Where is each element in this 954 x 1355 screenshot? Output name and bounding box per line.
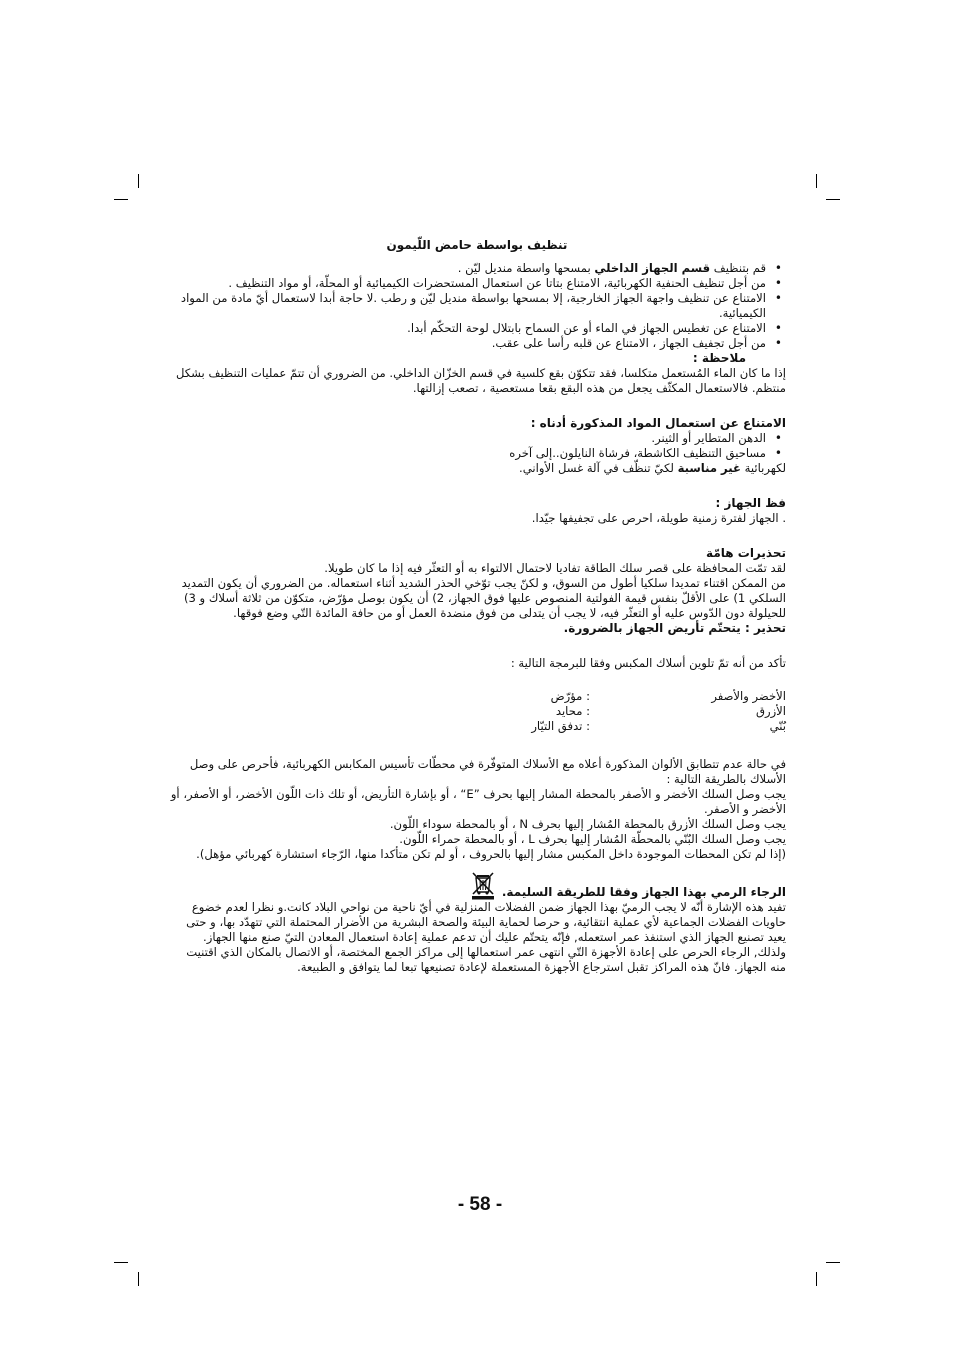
cleaning-list	[168, 261, 786, 351]
warning-paragraph: من الممكن اقتناء تمديدا سلكيا أطول من السوق، و لكنّ يجب توّخي الحذر الشديد أثناء استعماله. من الضروري أن يكون التمديد السلكي 1) على الأقلّ بنفس قيمة الفولتية المنصوص عليها فوق الجهاز، 2) أن يكون بوصل مؤرّض، متكوّن من ثلاثة أسلاك و 3) للحيلولة دون الدّوس عليه أو التعثّر فيه، لا يجب أن يتدلى من فوق منضدة العمل أو من حافة المائدة التّي وضع فوقها.	[181, 576, 786, 620]
crop-mark	[826, 199, 840, 200]
list-item: • الدهن المتطاير أو الثينر.	[168, 431, 786, 446]
section-title-cleaning: تنظيف بواسطة حامض اللّيمون	[386, 238, 568, 252]
list-item: • الامتناع عن تنظيف واجهة الجهاز الخارجية، إلا بمسحها بواسطة منديل ليّن و رطب .لا حاجة أبدا لاستعمال أيّ مادة من المواد الكيميائية.	[168, 291, 786, 321]
note-title: ملاحظة :	[692, 351, 746, 365]
list-item: • مساحيق التنظيف الكاشطة، فرشاة النايلون..إلى آخره	[168, 446, 786, 461]
crop-mark	[826, 1262, 840, 1263]
wiring-paragraph: يجب وصل السلك الأخضر و الأصفر بالمحطة المشار إليها بحرف ”E“ ، أو بإشارة التأريض، أو تلك ذات اللّون الأخضر، أو الأصفر، أو الأخضر و الأصفر.	[170, 787, 786, 816]
crop-mark	[114, 199, 128, 200]
disposal-heading-row	[168, 870, 786, 900]
crop-mark	[816, 174, 817, 188]
disposal-text: تفيد هذه الإشارة أنّه لا يجب الرميّ بهذا الجهاز ضمن الفضلات المنزلية في أيّ ناحية من نواحي البلاد كانت.و نظرا لعدم خضوع حاويات الفضلات الجماعية لأي عملية انتقائية، و حرصا لحماية البيئة والصحة البشرية من الأضرار المحتملة التي تتهدّد بها، و حتى يعيد تصنيع الجهاز الذي استنفذ عمر استعمله, فإنّه يتحتّم عليك أن تدعم عملية إعادة استعمال المعادن التيّ صنع منها الجهاز. ولذلك, الرجاء الحرص على إعادة الأجهزة التّي انتهى عمر استعمالها إلى مراكز الجمع المختصة، أو الاتصال بالمكان الذي اقتنيت منه الجهاز. فانّ هذه المراكز تقبل استرجاع الأجهزة المستعملة لإعادة تصنيعها تبعا لما يتوافق و الطبيعة.	[186, 900, 786, 974]
table-row	[168, 719, 786, 734]
wiring-paragraph: يجب وصل السلك البُنّي بالمحطّة المُشار إليها بحرف L ، أو بالمحطة حمراء اللّون.	[399, 832, 786, 846]
dishwasher-line: لكهربائية غير مناسبة لكيّ تنظّف في آلة غسل الأواني.	[519, 461, 786, 475]
list-item: • من أجل تجفيف الجهاز ، الامتناع عن قلبه رأسا على عقب.	[168, 336, 786, 351]
note-text: إذا ما كان الماء المُستعمل متكلسا، فقد تتكوّن بقع كلسية في قسم الخزّان الداخلي. من الضروري أن تتمّ عمليات التنظيف بشكل منتظم. فالاستعمال المكثّف يجعل من هذه البقع بقعا مستعصية ، تصعب إزالتها.	[176, 366, 786, 395]
section-title-warnings: تحذيرات هامّة	[706, 546, 786, 560]
crop-mark	[816, 1272, 817, 1286]
list-item: • قم بتنظيف قسم الجهاز الداخلي بمسحها واسطة منديل ليّن .	[168, 261, 786, 276]
wiring-paragraph: (إذا لم تكن المحطات الموجودة داخل المكبس مشار إليها بالحروف ، أو لم تكن متأكدا منها، الرّجاء استشارة كهربائي مؤهل).	[196, 847, 786, 861]
crop-mark	[138, 174, 139, 188]
wire-color-table	[168, 689, 786, 749]
grounding-warning: تحذير : يتحتّم تأريض الجهاز بالضرورة.	[563, 621, 786, 635]
avoid-list	[168, 431, 786, 461]
wiring-paragraph: في حالة عدم تتطابق الألوان المذكورة أعلاه مع الأسلاك المتوفّرة في محطّات تأسيس المكابس الكهربائية، فأحرص على وصل الأسلاك بالطريقة التالية :	[189, 757, 786, 786]
section-title-avoid: الامتناع عن استعمال المواد المذكورة أدناه :	[530, 416, 786, 430]
list-item: • الامتناع عن تغطيس الجهاز في الماء أو عن السماح بابتلال لوحة التحكّم أبدا.	[168, 321, 786, 336]
wire-color: الأزرق	[755, 704, 786, 718]
wiring-intro: تأكد من أنه تمّ تلوين أسلاك المكبس وفقا للبرمجة التالية :	[510, 656, 786, 670]
wire-function: : محايد	[555, 704, 590, 718]
crop-mark	[138, 1272, 139, 1286]
list-item: • من أجل تنظيف الحنفية الكهربائية، الامتناع بتاتا عن استعمال المستحضرات الكيميائية أو المحلّة، أو مواد التنظيف .	[168, 276, 786, 291]
wire-color: الأخضر والأصفر	[711, 689, 786, 703]
wire-color: بُنّي	[769, 719, 786, 733]
table-row	[168, 704, 786, 719]
manual-page	[168, 238, 786, 975]
crossed-out-bin-icon	[470, 870, 496, 900]
wire-function: : مؤرّض	[550, 689, 590, 703]
storage-text: . الجهاز لفترة زمنية طويلة، احرص على تجفيفها جيّدا.	[531, 511, 786, 525]
section-title-storage: فظ الجهاز :	[715, 496, 786, 510]
crop-mark	[114, 1262, 128, 1263]
wiring-paragraph: يجب وصل السلك الأزرق بالمحطة المُشار إليها بحرف N ، أو بالمحطة سوداء اللّون.	[389, 817, 786, 831]
page-number: - 58 -	[457, 1194, 503, 1215]
wire-function: : تدفق التيّار	[531, 719, 590, 733]
disposal-title: الرجاء الرمي بهذا الجهاز وفقا للطريقة السليمة.	[501, 885, 786, 899]
warning-paragraph: لقد تمّت المحافظة على قصر سلك الطاقة تفاديا لاحتمال الالتواء به أو التعثّر فيه إذا ما كان طويلا.	[324, 561, 786, 575]
table-row	[168, 689, 786, 704]
